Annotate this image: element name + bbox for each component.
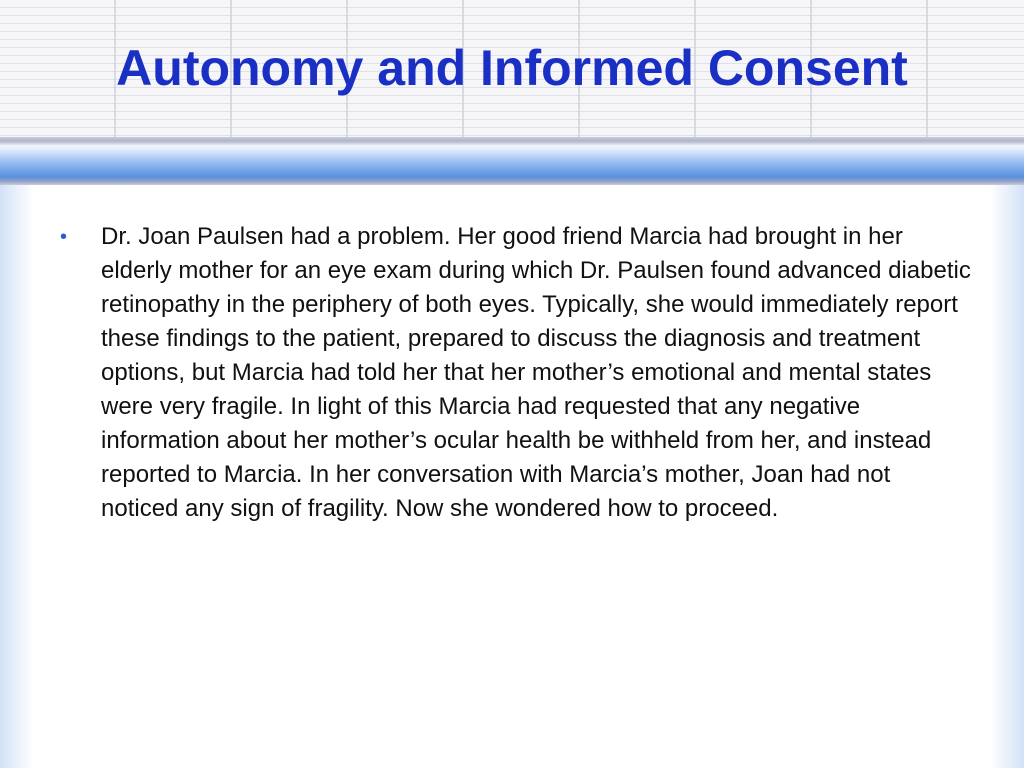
bullet-text: Dr. Joan Paulsen had a problem. Her good friend Marcia had brought in her elderly mother for an eye exam during which Dr. Paulsen found advanced diabetic retinopathy in the periphery of both eyes. Typically, she would immediately report these findings to the patient, prepared to discuss the diagnosis and treatment options, but Marcia had told her that her mother’s emotional and mental states were very fragile. In light of this Marcia had requested that any negative information about her mother’s ocular health be withheld from her, and instead reported to Marcia. In her conversation with Marcia’s mother, Joan had not noticed any sign of fragility. Now she wondered how to proceed. — [101, 223, 971, 522]
slide-title: Autonomy and Informed Consent — [116, 40, 908, 96]
bullet-item — [60, 220, 980, 526]
slide-body — [60, 220, 980, 526]
right-edge-gradient — [990, 185, 1024, 768]
bullet-dot-icon: • — [60, 226, 68, 248]
left-edge-gradient — [0, 185, 34, 768]
title-divider-bar — [0, 137, 1024, 185]
